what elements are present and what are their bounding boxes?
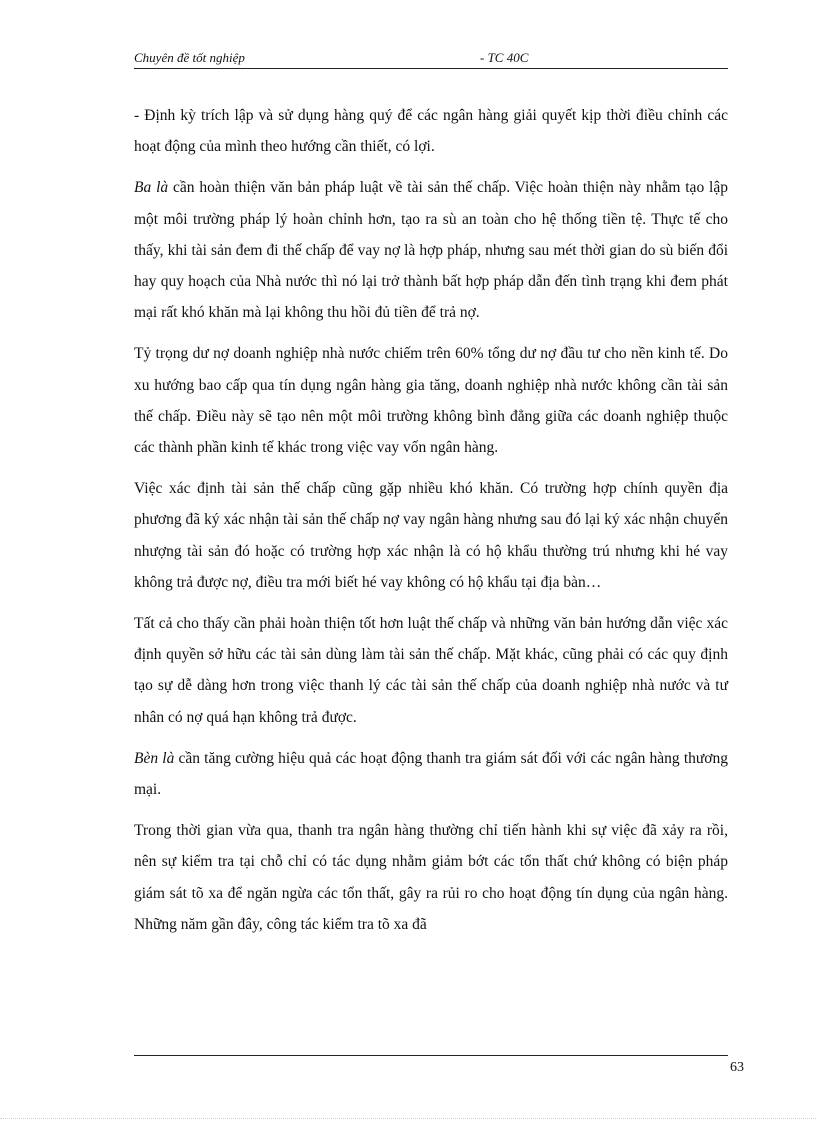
paragraph <box>134 338 728 463</box>
body-text <box>134 100 728 950</box>
paragraph <box>134 815 728 940</box>
paragraph-lead: Bèn là <box>134 749 175 767</box>
page-number: 63 <box>730 1060 744 1075</box>
paragraph-text: - Định kỳ trích lập và sử dụng hàng quý để các ngân hàng giải quyết kịp thời điều chỉnh các hoạt động của mình theo hướng cần thiết, có lợi. <box>134 107 728 156</box>
paragraph-text: Tỷ trọng dư nợ doanh nghiệp nhà nước chiếm trên 60% tổng dư nợ đầu tư cho nền kinh tế. Do xu hướng bao cấp qua tín dụng ngân hàng gia tăng, doanh nghiệp nhà nước không cần tài sản thế chấp. Điều này sẽ tạo nên một môi trường không bình đẳng giữa các doanh nghiệp thuộc các thành phần kinh tế khác trong việc vay vốn ngân hàng. <box>134 345 728 457</box>
page-header <box>134 48 728 69</box>
paragraph-text: cần hoàn thiện văn bản pháp luật về tài sản thế chấp. Việc hoàn thiện này nhằm tạo lập một môi trường pháp lý hoàn chỉnh hơn, tạo ra sù an toàn cho hệ thống tiền tệ. Thực tế cho thấy, khi tài sản đem đi thế chấp để vay nợ là hợp pháp, nhưng sau mét thời gian do sù biến đổi hay quy hoạch của Nhà nước thì nó lại trở thành bất hợp pháp dẫn đến tình trạng khi đem phát mại rất khó khăn mà lại không thu hồi đủ tiền để trả nợ. <box>134 179 728 322</box>
header-document-title: Chuyên đề tốt nghiệp <box>134 50 245 65</box>
paragraph-lead: Ba là <box>134 179 169 197</box>
paragraph-text: Việc xác định tài sản thế chấp cũng gặp nhiều khó khăn. Có trường hợp chính quyền địa phương đã ký xác nhận tài sản thế chấp nợ vay ngân hàng nhưng sau đó lại ký xác nhận chuyển nhượng tài sản đó hoặc có trường hợp xác nhận là có hộ khẩu thường trú nhưng khi hé vay không trả được nợ, điều tra mới biết hé vay không có hộ khẩu tại địa bàn… <box>134 480 728 591</box>
paragraph-text: Trong thời gian vừa qua, thanh tra ngân hàng thường chỉ tiến hành khi sự việc đã xảy ra rồi, nên sự kiểm tra tại chỗ chỉ có tác dụng nhằm giảm bớt các tổn thất chứ không có biện pháp giám sát tõ xa để ngăn ngừa các tổn thất, gây ra rủi ro cho hoạt động tín dụng của ngân hàng. Những năm gần đây, công tác kiểm tra tõ xa đã <box>134 822 728 933</box>
header-class-code: - TC 40C <box>480 50 529 65</box>
paragraph <box>134 608 728 733</box>
paragraph <box>134 473 728 598</box>
paragraph-text: Tất cả cho thấy cần phải hoàn thiện tốt hơn luật thế chấp và những văn bản hướng dẫn việc xác định quyền sở hữu các tài sản dùng làm tài sản thế chấp. Mặt khác, cũng phải có các quy định tạo sự dễ dàng hơn trong việc thanh lý các tài sản thế chấp của doanh nghiệp nhà nước và tư nhân có nợ quá hạn không trả được. <box>134 615 728 726</box>
paragraph <box>134 100 728 162</box>
paragraph <box>134 172 728 328</box>
paragraph <box>134 743 728 805</box>
footer-rule <box>134 1055 728 1056</box>
paragraph-text: cần tăng cường hiệu quả các hoạt động thanh tra giám sát đối với các ngân hàng thương mại. <box>134 749 729 799</box>
page-bottom-edge <box>0 1118 816 1119</box>
